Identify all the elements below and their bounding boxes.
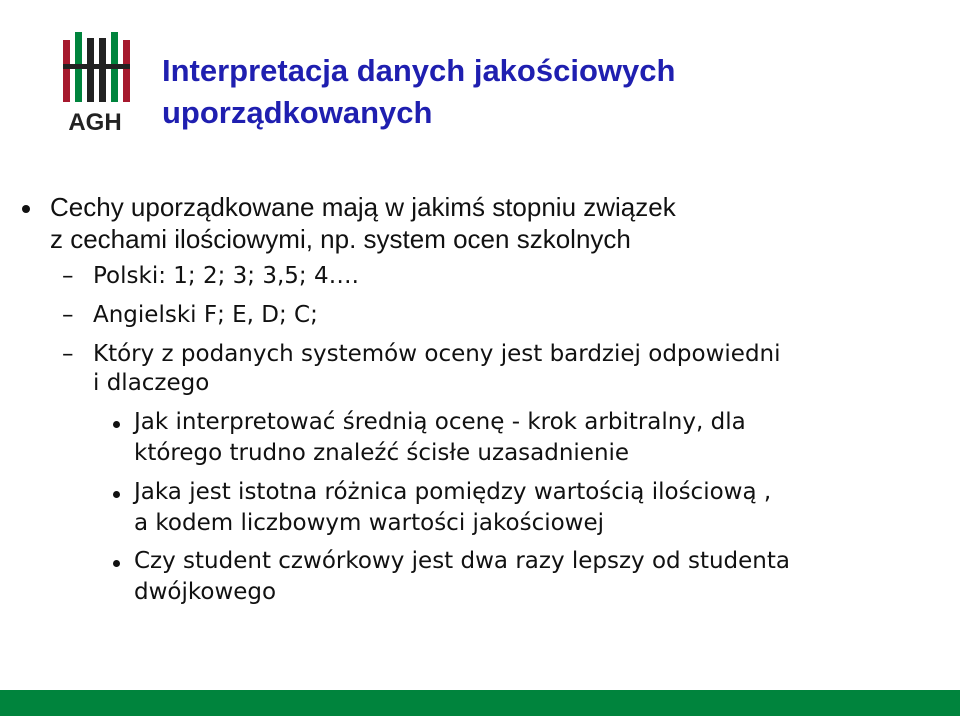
title-line-2: uporządkowanych xyxy=(162,95,433,130)
dash-marker: – xyxy=(62,302,74,328)
sub-sub-item-line: Jak interpretować średnią ocenę - krok arbitralny, dla xyxy=(134,409,746,435)
slide-title xyxy=(162,50,922,134)
agh-logo xyxy=(50,30,140,135)
sub-item-line: Polski: 1; 2; 3; 3,5; 4…. xyxy=(93,263,359,289)
dash-marker: – xyxy=(62,263,74,289)
logo-bar xyxy=(87,38,94,102)
logo-bar xyxy=(123,40,130,102)
main-bullet-line-1: Cechy uporządkowane mają w jakimś stopniu związek xyxy=(50,192,676,222)
sub-item-line: Angielski F; E, D; C; xyxy=(93,302,318,328)
bullet-dot xyxy=(113,491,120,498)
sub-item-line: Który z podanych systemów oceny jest bardziej odpowiedni xyxy=(93,341,781,367)
bullet-dot xyxy=(113,421,120,428)
logo-bar xyxy=(63,40,70,102)
bullet-dot xyxy=(113,560,120,567)
sub-sub-item-line: a kodem liczbowym wartości jakościowej xyxy=(134,510,605,536)
bullet-dot xyxy=(22,205,30,213)
sub-sub-item-line: którego trudno znaleźć ścisłe uzasadnienie xyxy=(134,440,630,466)
dash-marker: – xyxy=(62,341,74,367)
sub-item-line: i dlaczego xyxy=(93,370,210,396)
title-line-1: Interpretacja danych jakościowych xyxy=(162,53,676,88)
sub-sub-item-line: dwójkowego xyxy=(134,579,277,605)
sub-sub-item-line: Czy student czwórkowy jest dwa razy lepszy od studenta xyxy=(134,548,790,574)
logo-crossbar xyxy=(63,64,130,69)
sub-sub-item-line: Jaka jest istotna różnica pomiędzy wartością ilościową , xyxy=(134,479,772,505)
main-bullet-line-2: z cechami ilościowymi, np. system ocen szkolnych xyxy=(50,224,631,254)
footer-bar xyxy=(0,690,960,716)
logo-bar xyxy=(99,38,106,102)
logo-text: AGH xyxy=(68,109,122,135)
